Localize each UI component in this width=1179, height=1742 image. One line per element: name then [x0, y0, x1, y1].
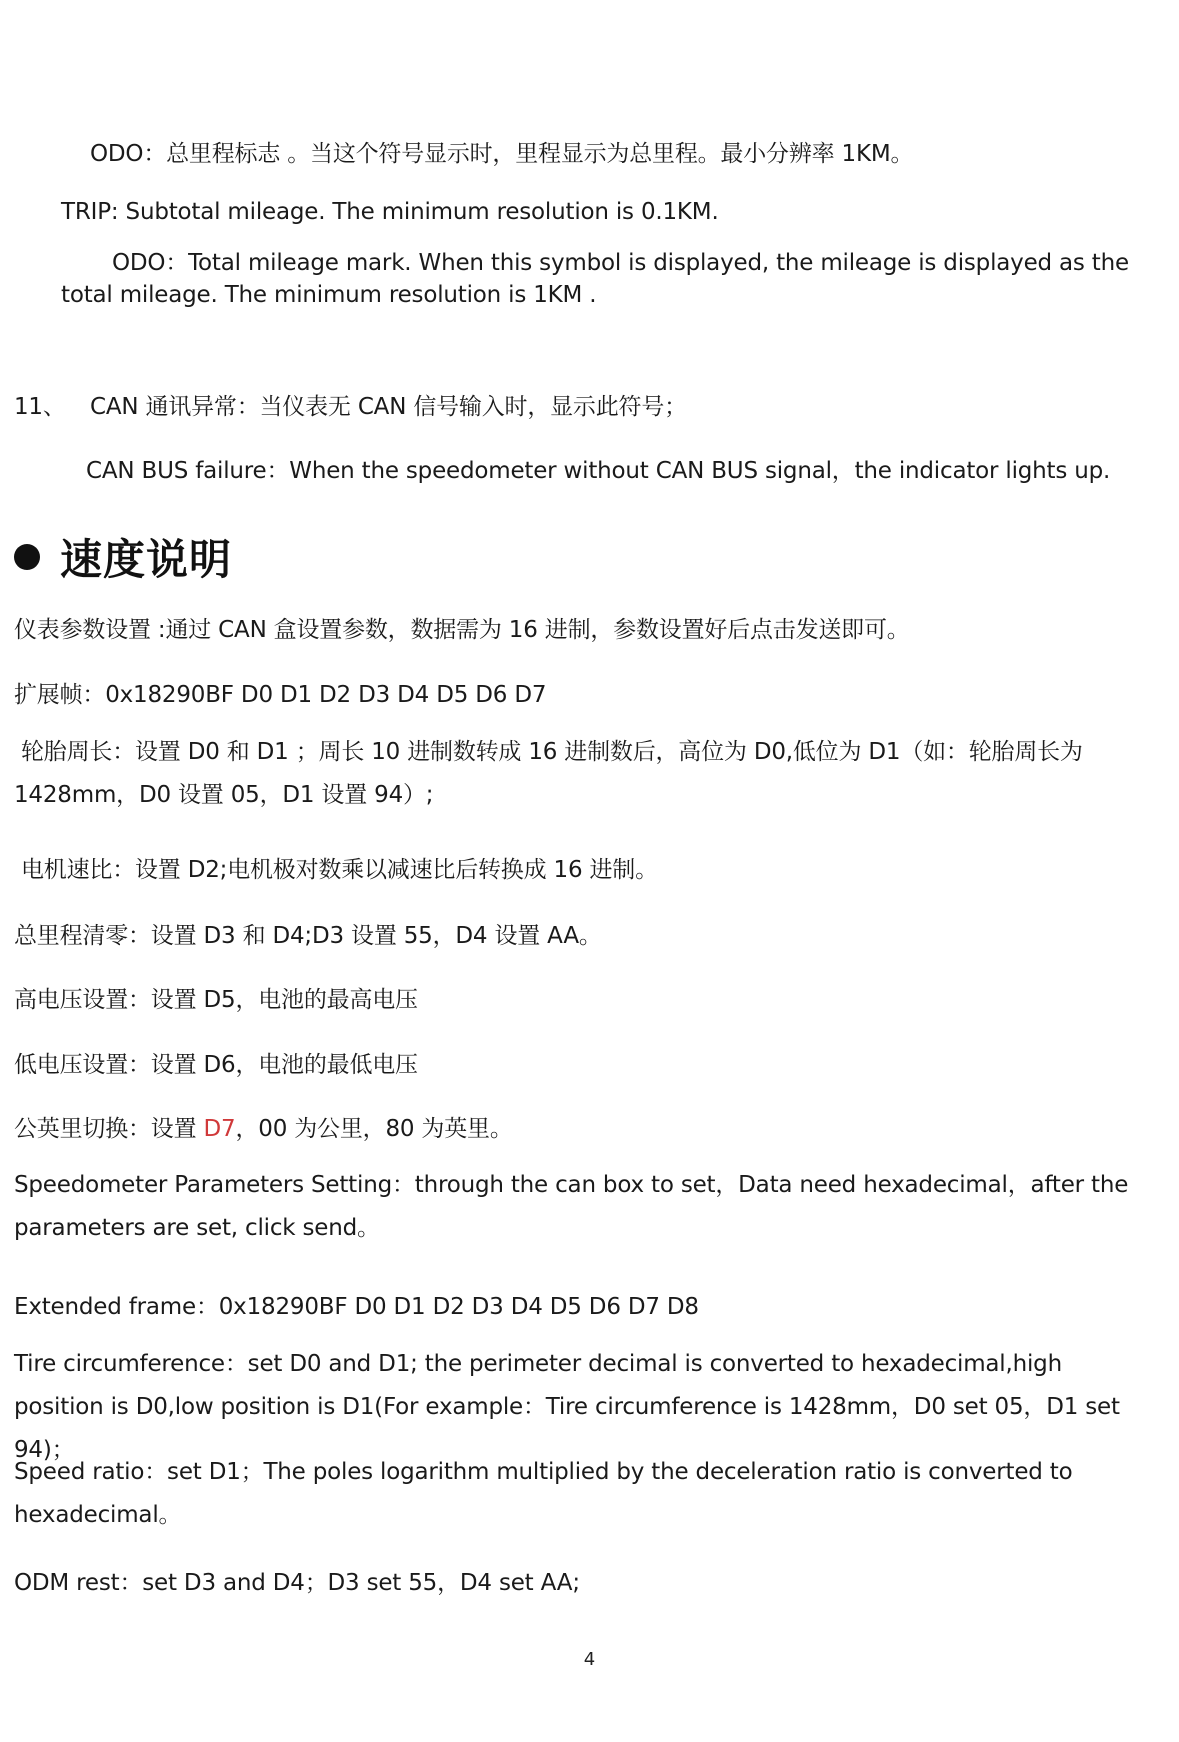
zh-params-frame: 扩展帧：0x18290BF D0 D1 D2 D3 D4 D5 D6 D7 — [14, 682, 547, 708]
item-11-zh: CAN 通讯异常：当仪表无 CAN 信号输入时，显示此符号； — [90, 394, 687, 420]
trip-note-en: TRIP: Subtotal mileage. The minimum resolution is 0.1KM. — [61, 199, 719, 225]
zh-params-motor: 电机速比：设置 D2;电机极对数乘以减速比后转换成 16 进制。 — [21, 857, 658, 883]
section-heading-text: 速度说明 — [60, 535, 233, 584]
zh-params-tire: 轮胎周长：设置 D0 和 D1 ；周长 10 进制数转成 16 进制数后，高位为 D0,低位为 D1（如：轮胎周长为 1428mm，D0 设置 05，D1 设置 94）; — [14, 739, 1083, 808]
section-heading — [14, 527, 232, 587]
zh-params-intro: 仪表参数设置 :通过 CAN 盒设置参数，数据需为 16 进制，参数设置好后点击发送即可。 — [14, 617, 910, 643]
odo-note-zh: ODO：总里程标志 。当这个符号显示时，里程显示为总里程。最小分辨率 1KM。 — [90, 141, 914, 167]
en-params-odm-rest: ODM rest：set D3 and D4；D3 set 55，D4 set AA; — [14, 1570, 580, 1596]
zh-params-odo-clear: 总里程清零：设置 D3 和 D4;D3 设置 55，D4 设置 AA。 — [14, 923, 602, 949]
zh-params-unit-suffix: ，00 为公里，80 为英里。 — [235, 1116, 513, 1142]
bullet-icon — [14, 544, 40, 570]
en-params-intro: Speedometer Parameters Setting：through the can box to set，Data need hexadecimal，after the parameters are set, click send。 — [14, 1172, 1129, 1241]
zh-params-low-voltage: 低电压设置：设置 D6，电池的最低电压 — [14, 1052, 418, 1078]
en-params-speed-ratio: Speed ratio：set D1；The poles logarithm multiplied by the deceleration ratio is converted to hexadecimal。 — [14, 1459, 1073, 1528]
odo-note-en-line1: ODO：Total mileage mark. When this symbol is displayed, the mileage is displayed as the — [112, 250, 1129, 276]
zh-params-unit-prefix: 公英里切换：设置 — [14, 1116, 204, 1142]
zh-params-unit-switch — [14, 1114, 513, 1144]
item-11-number: 11、 — [14, 394, 66, 420]
zh-params-high-voltage: 高电压设置：设置 D5，电池的最高电压 — [14, 987, 418, 1013]
en-params-frame: Extended frame：0x18290BF D0 D1 D2 D3 D4 D5 D6 D7 D8 — [14, 1294, 699, 1320]
page-number: 4 — [583, 1649, 596, 1670]
zh-params-unit-highlight: D7 — [203, 1116, 236, 1142]
item-11-en: CAN BUS failure：When the speedometer without CAN BUS signal，the indicator lights up. — [86, 458, 1111, 484]
odo-note-en-line2: total mileage. The minimum resolution is 1KM . — [61, 282, 597, 308]
en-params-tire: Tire circumference：set D0 and D1; the perimeter decimal is converted to hexadecimal,high position is D0,low position is D1(For example：Tire circumference is 1428mm，D0 set 05，D1 set 94)； — [14, 1351, 1120, 1463]
